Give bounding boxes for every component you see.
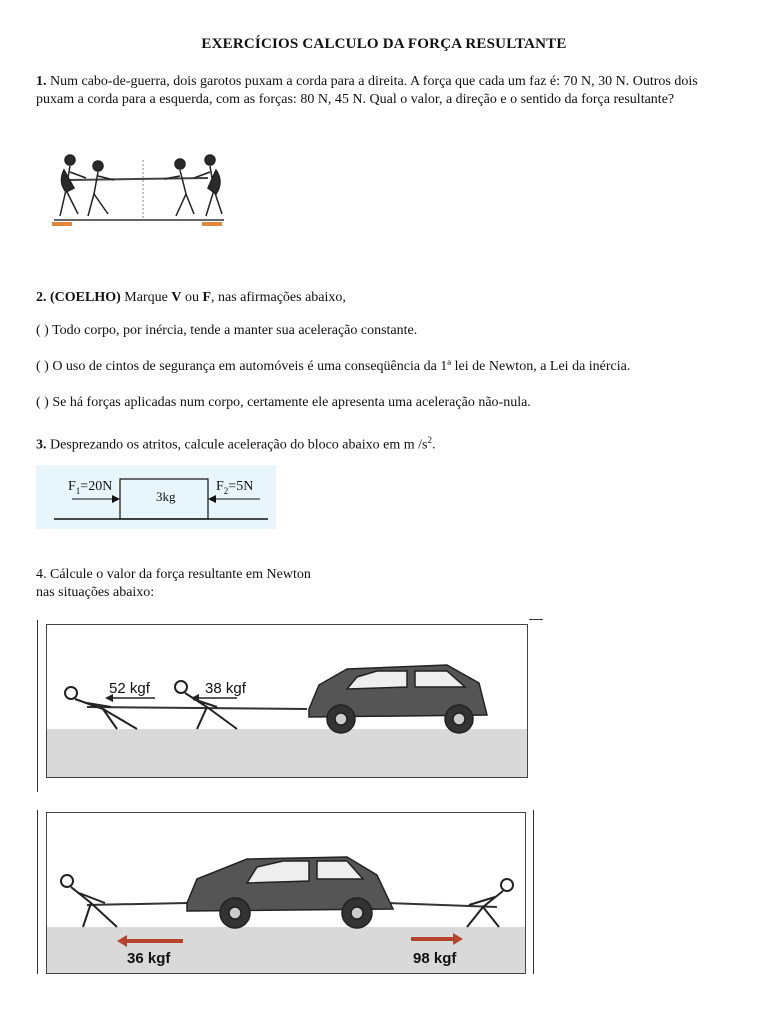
force-label-98: 98 kgf xyxy=(413,950,457,967)
force-label-38: 38 kgf xyxy=(205,680,246,697)
force-1-subscript: 1 xyxy=(75,485,81,496)
block-mass: 3kg xyxy=(156,489,176,504)
question-3-end: . xyxy=(431,437,436,453)
question-3 xyxy=(36,431,435,455)
question-2-number: 2. xyxy=(36,290,47,305)
question-1-text: Num cabo-de-guerra, dois garotos puxam a corda para a direita. A força que cada um faz é: 70 N, 30 N. Outros dois puxam a corda para a esquerda, com as forças: 80 N, 45 N. Qual o valor, a direção e o sentido da força resultante? xyxy=(36,74,698,107)
true-letter: V xyxy=(171,290,182,305)
statement-3: ( ) Se há forças aplicadas num corpo, certamente ele apresenta uma aceleração não-nula. xyxy=(36,395,531,410)
question-2-prompt-b: , nas afirmações abaixo, xyxy=(211,290,346,305)
question-4-line-1: 4. Cálcule o valor da força resultante em Newton xyxy=(36,567,311,582)
statement-1: ( ) Todo corpo, por inércia, tende a manter sua aceleração constante. xyxy=(36,323,418,338)
force-1-symbol: F xyxy=(68,479,76,494)
force-1-label xyxy=(68,479,112,496)
force-1-value: =20N xyxy=(80,479,113,494)
question-3-number: 3. xyxy=(36,437,47,453)
margin-line xyxy=(533,810,534,974)
force-label-52: 52 kgf xyxy=(109,680,150,697)
tug-car-figure-1 xyxy=(46,624,528,778)
tug-car-figure-2 xyxy=(46,812,526,974)
squared-exponent: 2 xyxy=(427,435,432,445)
force-2-subscript: 2 xyxy=(223,485,229,496)
question-2 xyxy=(36,289,346,307)
question-1-number: 1. xyxy=(36,74,47,89)
question-2-source: (COELHO) xyxy=(50,290,121,305)
question-2-prompt-a: Marque xyxy=(124,290,168,305)
margin-dash xyxy=(529,619,543,620)
question-3-text: Desprezando os atritos, calcule aceleração do bloco abaixo em m /s xyxy=(50,437,428,453)
margin-line xyxy=(37,810,38,974)
force-2-label xyxy=(216,479,253,496)
false-letter: F xyxy=(202,290,212,305)
question-4-line-2: nas situações abaixo: xyxy=(36,585,155,600)
or-word: ou xyxy=(184,290,199,305)
force-2-symbol: F xyxy=(216,479,224,494)
tug-of-war-figure xyxy=(48,142,230,234)
page-title: EXERCÍCIOS CALCULO DA FORÇA RESULTANTE xyxy=(201,36,567,52)
force-2-value: =5N xyxy=(228,479,254,494)
block-diagram xyxy=(36,465,276,529)
question-1 xyxy=(36,73,726,109)
statement-2: ( ) O uso de cintos de segurança em automóveis é uma conseqüência da 1ª lei de Newton, a Lei da inércia. xyxy=(36,359,631,374)
force-label-36: 36 kgf xyxy=(127,950,171,967)
margin-line xyxy=(37,620,38,792)
question-4 xyxy=(36,566,311,602)
